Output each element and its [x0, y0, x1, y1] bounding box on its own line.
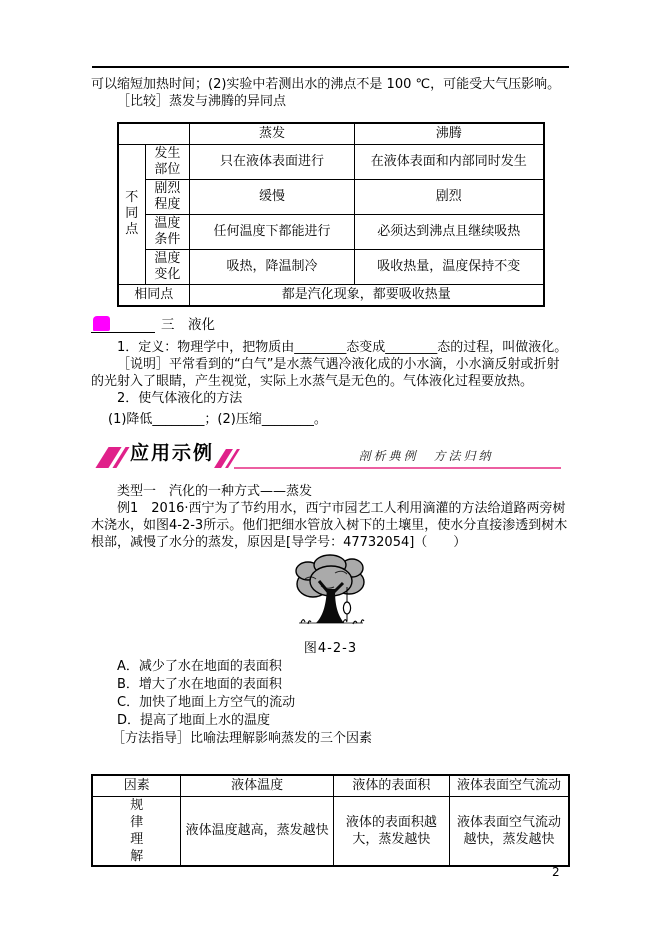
table1-same-label: 相同点 — [118, 284, 190, 306]
definition-line: 1．定义：物理学中，把物质由________态变成________态的过程，叫做液化。 — [117, 340, 568, 355]
option-b: B．增大了水在地面的表面积 — [117, 677, 282, 692]
table1-row-label: 温度条件 — [145, 214, 189, 249]
section-heading-liquefaction — [91, 316, 570, 336]
methods-blanks-line: (1)降低________；(2)压缩________。 — [108, 412, 327, 427]
table1-header-evaporation: 蒸发 — [189, 123, 354, 144]
option-a: A．减少了水在地面的表面积 — [117, 659, 282, 674]
page-number: 2 — [552, 865, 560, 879]
table1-header-boiling: 沸腾 — [355, 123, 544, 144]
table2-header: 因素 — [92, 775, 181, 796]
table2-group-label: 规律理解 — [92, 796, 181, 866]
table1-group-label: 不同点 — [118, 144, 146, 284]
page-content — [91, 76, 570, 867]
tree-illustration — [285, 553, 377, 633]
table1-cell: 必须达到沸点且继续吸热 — [355, 214, 544, 249]
note-paragraph: ［说明］平常看到的“白气”是水蒸气遇冷液化成的小水滴，小水滴反射或折射的光射入了眼睛，产生视觉，实际上水蒸气是无色的。气体液化过程要放热。 — [91, 357, 560, 389]
application-example-banner — [91, 443, 570, 477]
compare-heading: ［比较］蒸发与沸腾的异同点 — [117, 94, 287, 109]
body-text-line: 可以缩短加热时间；(2)实验中若测出水的沸点不是 100 ℃，可能受大气压影响。 — [91, 77, 561, 92]
figure-caption: 图4-2-3 — [303, 641, 358, 656]
table1-cell: 吸收热量，温度保持不变 — [355, 249, 544, 284]
evaporation-boiling-table — [117, 122, 545, 307]
section-marker-icon — [93, 316, 110, 331]
table1-row-label: 剧烈程度 — [145, 179, 189, 214]
banner-rule-line — [234, 467, 561, 469]
banner-title: 应用示例 — [130, 442, 215, 464]
table1-cell: 只在液体表面进行 — [189, 144, 354, 179]
example-type-line: 类型一 汽化的一种方式——蒸发 — [117, 484, 313, 499]
banner-subtitle: 剖析典例 方法归纳 — [358, 449, 494, 463]
example-body: 例1 2016·西宁为了节约用水，西宁市园艺工人利用滴灌的方法给道路两旁树木浇水，如图4-2-3所示。他们把细水管放入树下的土壤里，使水分直接渗透到树木根部，减慢了水分的蒸发，原因是[导学号：47732054]（ ） — [91, 501, 568, 550]
evaporation-factors-table — [91, 774, 570, 867]
table1-row-label: 温度变化 — [145, 249, 189, 284]
table2-header: 液体的表面积 — [333, 775, 449, 796]
figure-tree — [91, 553, 570, 657]
page-top-rule — [92, 66, 569, 68]
table1-cell: 任何温度下都能进行 — [189, 214, 354, 249]
table2-header: 液体表面空气流动 — [450, 775, 569, 796]
table2-cell: 液体的表面积越大，蒸发越快 — [333, 796, 449, 866]
option-d: D．提高了地面上水的温度 — [117, 713, 271, 728]
section-title: 三 液化 — [161, 317, 215, 333]
methods-title-line: 2．使气体液化的方法 — [117, 391, 243, 406]
table1-row-label: 发生部位 — [145, 144, 189, 179]
option-c: C．加快了地面上方空气的流动 — [117, 695, 296, 710]
table2-cell: 液体温度越高，蒸发越快 — [181, 796, 333, 866]
table1-corner-cell — [118, 123, 190, 144]
method-tip-line: ［方法指导］比喻法理解影响蒸发的三个因素 — [112, 731, 373, 746]
table1-cell: 在液体表面和内部同时发生 — [355, 144, 544, 179]
table1-cell: 缓慢 — [189, 179, 354, 214]
table1-cell: 剧烈 — [355, 179, 544, 214]
table2-header: 液体温度 — [181, 775, 333, 796]
section-marker-underline — [91, 316, 155, 333]
table2-cell: 液体表面空气流动越快，蒸发越快 — [450, 796, 569, 866]
table1-cell: 吸热，降温制冷 — [189, 249, 354, 284]
table1-same-value: 都是汽化现象，都要吸收热量 — [189, 284, 543, 306]
